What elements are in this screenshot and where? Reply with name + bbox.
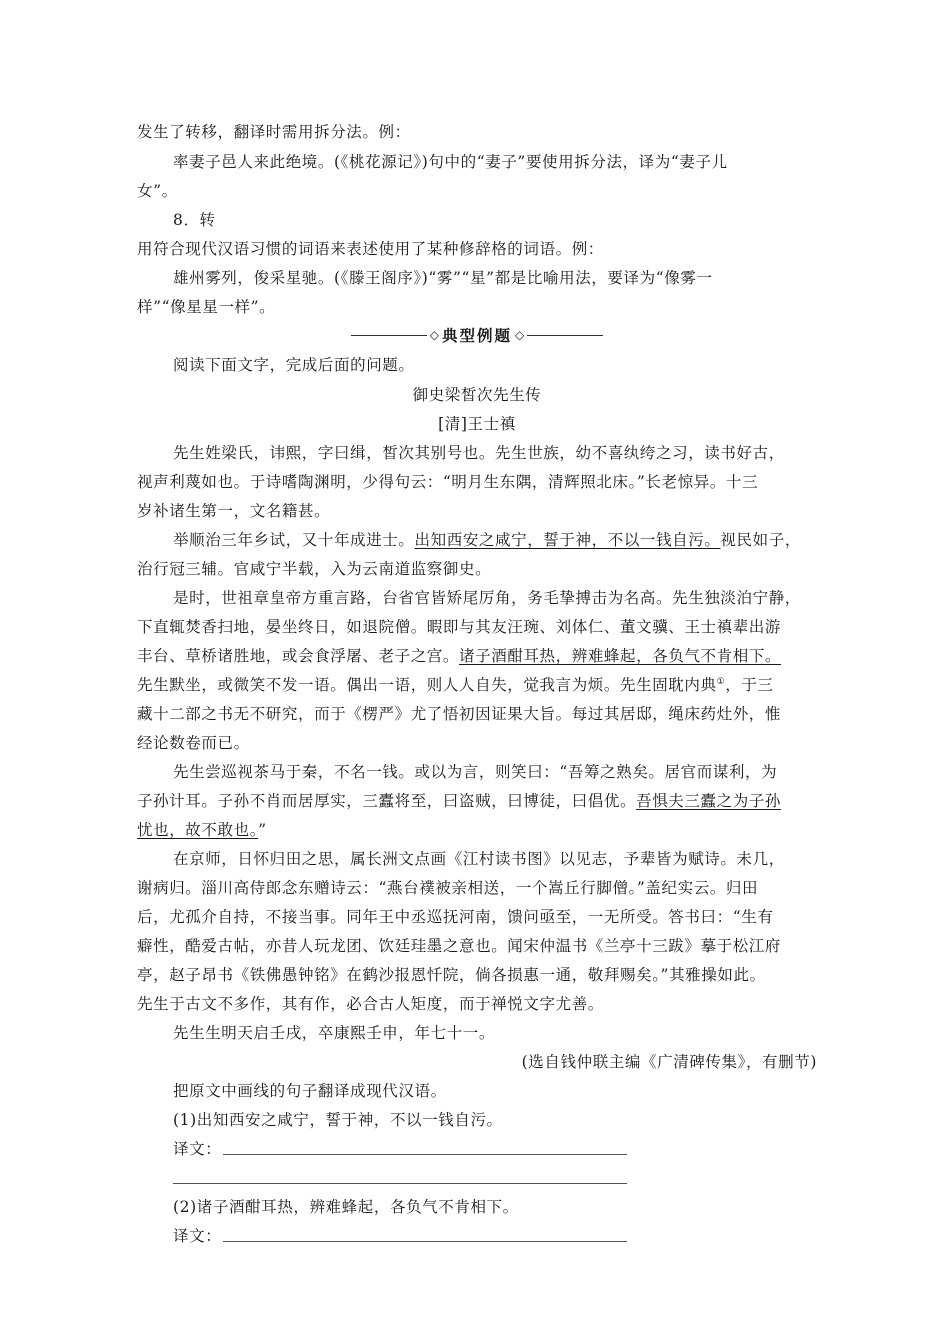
paragraph-line: 亭，赵子昂书《铁佛愚钟铭》在鹤沙报恩忏院，倘各损惠一通，敬拜赐矣。”其雅操如此。 (137, 966, 766, 984)
paragraph-line: 先生默坐，或微笑不发一语。偶出一语，则人人自失，觉我言为烦。先生固耽内典①，于三 (137, 676, 774, 694)
answer-line-1b[interactable] (173, 1183, 627, 1184)
paragraph-line: 治行冠三辅。官咸宁半载，入为云南道监察御史。 (137, 560, 492, 578)
source-citation: (选自钱仲联主编《广清碑传集》，有删节) (521, 1053, 817, 1071)
paragraph-line: 丰台、草桥诸胜地，或会食浮屠、老子之宫。诸子酒酣耳热，辨难蜂起，各负气不肯相下。 (137, 647, 782, 665)
question-prompt: 把原文中画线的句子翻译成现代汉语。 (173, 1082, 447, 1100)
paragraph-line: 癖性，酷爱古帖，亦昔人玩龙团、饮廷珪墨之意也。闻宋仲温书《兰亭十三跋》摹于松江府 (137, 937, 782, 955)
paragraph-line: 在京师，日怀归田之思，属长洲文点画《江村读书图》以见志，予辈皆为赋诗。未几， (173, 850, 785, 868)
paragraph-line: 忧也，故不敢也。” (137, 821, 267, 839)
example-line-cont: 样”“像星星一样”。 (137, 298, 276, 316)
answer-label-1: 译文： (173, 1140, 222, 1158)
diamond-icon: ◇ (429, 328, 439, 342)
paragraph-line: 藏十二部之书无不研究，而于《楞严》尤了悟初因证果大旨。每过其居邸，绳床药灶外，惟 (137, 705, 782, 723)
answer-line-2a[interactable] (223, 1241, 627, 1242)
paragraph-line: 举顺治三年乡试，又十年成进士。出知西安之咸宁，誓于神，不以一钱自污。视民如子， (173, 531, 801, 549)
paragraph-line: 先生姓梁氏，讳熙，字曰缉，皙次其别号也。先生世族，幼不喜纨绔之习，读书好古， (173, 444, 785, 462)
article-author: [清]王士禛 (438, 415, 516, 433)
answer-line-1a[interactable] (223, 1154, 627, 1155)
paragraph-line: 后，尤孤介自持，不接当事。同年王中丞巡抚河南，馈问亟至，一无所受。答书曰：“生有 (137, 908, 774, 926)
heading-rule-left (351, 335, 427, 336)
paragraph-line: 子孙计耳。子孙不肖而居厚实，三蠹将至，曰盗贼，曰博徒，曰倡优。吾惧夫三蠹之为子孙 (137, 792, 782, 810)
example-line-cont: 女”。 (137, 182, 178, 200)
answer-label-2: 译文： (173, 1227, 222, 1245)
underlined-sentence: 忧也，故不敢也。 (137, 821, 259, 839)
paragraph-line: 是时，世祖章皇帝方重言路，台省官皆矫尾厉角，务毛挚搏击为名高。先生独淡泊宁静， (173, 589, 801, 607)
example-line: 雄州雾列，俊采星驰。(《滕王阁序》)“雾”“星”都是比喻用法，要译为“像雾一 (173, 269, 713, 287)
paragraph-line: 谢病归。淄川高侍郎念东赠诗云：“燕台襆被亲相送，一个嵩丘行脚僧。”盖纪实云。归田 (137, 879, 759, 897)
heading-rule-right (527, 335, 603, 336)
footnote-marker: ① (716, 676, 726, 687)
question-1: (1)出知西安之咸宁，誓于神，不以一钱自污。 (173, 1111, 503, 1129)
section-heading-text: 典型例题 (441, 327, 512, 345)
paragraph-line: 视声利蔑如也。于诗嗜陶渊明，少得句云：“明月生东隅，清辉照北床。”长老惊异。十三 (137, 473, 759, 491)
paragraph-line: 先生于古文不多作，其有作，必合古人矩度，而于禅悦文字尤善。 (137, 995, 604, 1013)
question-2: (2)诸子酒酣耳热，辨难蜂起，各负气不肯相下。 (173, 1198, 519, 1216)
paragraph-line: 下直辄焚香扫地，晏坐终日，如退院僧。暇即与其友汪琬、刘体仁、董文骥、王士禛辈出游 (137, 618, 782, 636)
diamond-icon: ◇ (515, 328, 525, 342)
paragraph-line: 先生生明天启壬戌，卒康熙壬申，年七十一。 (173, 1024, 496, 1042)
underlined-sentence: 出知西安之咸宁，誓于神，不以一钱自污。 (414, 531, 721, 549)
underlined-sentence: 诸子酒酣耳热，辨难蜂起，各负气不肯相下。 (459, 647, 782, 665)
section-heading (137, 325, 817, 345)
paragraph-line: 经论数卷而已。 (137, 734, 250, 752)
paragraph-line: 先生尝巡视茶马于秦，不名一钱。或以为言，则笑曰：“吾筹之熟矣。居官而谋利，为 (173, 763, 778, 781)
paragraph-line: 岁补诸生第一，文名籍甚。 (137, 502, 331, 520)
article-title: 御史梁皙次先生传 (412, 386, 542, 404)
example-line: 率妻子邑人来此绝境。(《桃花源记》)句中的“妻子”要使用拆分法，译为“妻子儿 (173, 153, 728, 171)
method-heading: 8．转 (173, 211, 216, 229)
task-instruction: 阅读下面文字，完成后面的问题。 (173, 356, 415, 374)
underlined-sentence: 吾惧夫三蠹之为子孙 (636, 792, 782, 810)
intro-line: 发生了转移，翻译时需用拆分法。例： (137, 123, 411, 141)
method-description: 用符合现代汉语习惯的词语来表述使用了某种修辞格的词语。例： (137, 240, 604, 258)
